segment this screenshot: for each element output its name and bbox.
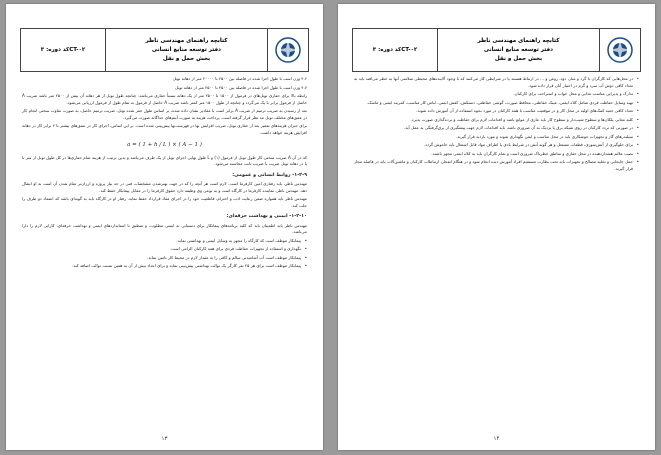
list-item: • پیمانکار موظف است برای هر ۲۵ نفر کارگر یک توالت بهداشتی پیش‌بینی نماید و برای اعداد بیش از آن به همین نسبت توالت اضافه کند. (22, 263, 307, 270)
course-code: کد دوره: ۳CT-۰۲ (21, 29, 106, 71)
page-right (338, 4, 655, 450)
list-item: • تعداد کافی جعبه کمک‌های اولیه در محل کار و در موقعیت مناسب با همه کارکنان در مورد نحوه استفاده از آن آموزش داده شوند. (354, 108, 639, 115)
list-item: • پیمانکار موظف است آب آشامیدنی سالم و کافی را به مقدار لازم در محیط کار تامین نماید. (22, 255, 307, 262)
list-item: • تهیه وسایل حفاظت فردی شامل کلاه ایمنی، عینک حفاظتی، محافظ صورت، گوشی حفاظتی، دستکش، کفش ایمنی، لباس کار مناسب، کمربند ایمنی و ماسک. (354, 100, 639, 107)
page-number: ۱۴ (493, 436, 500, 442)
page-left (6, 4, 323, 450)
header-titles (106, 37, 267, 64)
paragraph: که در آن A ضریب سختی کار طول تونل از فرمول (۱) و L طول نهایی اجزای تونل از یک طرف می‌باشد و بدین ترتیب از هزینه تمام حفاری‌ها در کل طول تونل از سر تا پا در دهانه تونل ضریب با ضریب ثابت محاسبه می‌شود. (22, 154, 307, 166)
header-title-line1: کتابچه راهنمای مهندسی ناظر (145, 37, 228, 44)
list-item: • سیلندرهای گاز و تجهیزات جوشکاری باید در محل مناسب و ایمن نگهداری شوند و مورد بازدید قرار گیرند. (354, 134, 639, 141)
paragraph: مهندس ناظر باید اطمینان یابد که کلیه برنامه‌های پیمانکار برای دستیابی به ایمنی مطلوب، و منطبق با استانداردهای ایمنی و بهداشت حرفه‌ای، کارایی لازم را دارا می‌باشد. (22, 222, 307, 234)
list-item: • تدارک و پذیرایی مناسب غذایی و محل خواب و استراحت برای کارکنان. (354, 91, 639, 98)
page-header (352, 28, 641, 72)
page-header (20, 28, 309, 72)
header-titles (438, 37, 599, 64)
page-number: ۱۳ (161, 436, 168, 442)
header-title-line3: بخش حمل و نقل (494, 55, 543, 62)
paragraph: برای جبران هزینه‌های تعمیر بعد از حفاری تونل، ضریب افزایش بها در فهرست‌بها پیش‌بینی شده است. بر این اساس، اجرای کار در عمق‌های بیشتر تا ۴ برابر کار در دهانه افزایش هزینه خواهد داشت. (22, 123, 308, 135)
section-title: ۱-۲-۱۰- ایمنی و بهداشت حرفه‌ای: (226, 214, 307, 219)
list-item: • نصب علائم هشداردهنده در محل حفاری و مناطق خطرناک ضروری است و تمام کارگران باید به کلاه ایمنی مجهز باشند. (354, 151, 639, 158)
list-item: • پیمانکار موظف است که کارگاه را مجهز به وسایل ایمنی و بهداشتی نماید. (22, 238, 307, 245)
page-content (354, 76, 639, 428)
list-item: • در محل‌هایی که کارگران با گرد و غبار، دود، روغن و ... در ارتباط هستند یا در شرایطی کار می‌کنند که با وجود آلاینده‌های محیطی سلامتی آنها به خطر می‌افتد باید به تعداد کافی دوش آب سرد و گرم در اختیار آنان قرار داده شود. (354, 76, 639, 89)
organization-logo-icon (267, 29, 308, 71)
formula: a = ( 1 + h / L ) × ( A − 1 ) (127, 142, 202, 148)
header-title-line3: بخش حمل و نقل (162, 55, 211, 62)
paragraph: ۴.۷ وزن است با طول اجزا شده در فاصله بین ۴۵۰۰ تا ۲۵۰۰ متر از دهانه تونل (175, 84, 307, 90)
organization-logo-icon (599, 29, 640, 71)
paragraph: ۴.۶ وزن است با طول اجزا شده در فاصله بین ۲۵۰۰ تا ۲۰۰۰۰ متر از دهانه تونل (172, 76, 307, 81)
list-item: • کلیه معابر، پلکان‌ها و سطوح شیب‌دار و سطوح کار باید عاری از موانع باشد و اقدامات لازم برای حفاظت و نرده‌گذاری صورت پذیرد. (354, 117, 639, 124)
paragraph: مهندس ناظر، باید رفتاری امین کارفرما است. لازم است هر آنچه را که در جهت بهترشدن مشخصات فنی در حد نیاز پروژه و ارزان‌تر تمام شدن آن است به او انتقال دهد. مهندس ناظر، نماینده کارفرما در کارگاه است و به نوعی وی وظیفه دارد حقوق کارفرما را در مقابل پیمانکار حفظ کند. (22, 181, 307, 193)
course-code: کد دوره: ۳CT-۰۲ (353, 29, 438, 71)
header-title-line2: دفتر توسعه منابع انسانی (151, 46, 222, 53)
header-title-line1: کتابچه راهنمای مهندسی ناظر (477, 37, 560, 44)
header-title-line2: دفتر توسعه منابع انسانی (483, 46, 554, 53)
page-content (22, 76, 307, 428)
paragraph: مهندس ناظر باید همواره ضمن رعایت ادب و احترام، قاطعیت خود را در اجرای مفاد قرارداد حفظ نماید. رفتار او در کارگاه باید به گونه‌ای باشد که اعتماد دو طرف را جلب کند. (22, 196, 307, 208)
paragraph: رابطه بالا برای حفاری تونل‌های در فرمول از ۱۵۰۰ تا ۲۵۰۰ متر از یک دهانه نسبتاً حفاری می‌باشد. چنانچه طول تونل از هر دهانه آن بیش از ۲۵۰۰ متر باشد ضریب A حاصل از فرمول برابر با یک می‌گردد و چنانچه از طول ۱۵۰۰ متر کمتر باشد ضریب A حاصل از فرمول به تمام طول از فرمول ارزیابی می‌شود. (22, 93, 307, 105)
list-item: • نگهداری و استفاده از تجهیزات حفاظت فردی برای همه کارکنان الزامی است. (22, 246, 307, 253)
section-title: ۱-۲-۹- روابط انسانی و عمومی: (232, 172, 307, 178)
list-item: • برای جلوگیری از آتش‌سوزی، قطعات مشتعل و هر گونه آتش در شرایط بادی یا اطراف مواد قابل اشتعال باید خاموش گردد. (354, 142, 639, 149)
list-item: • در صورتی که تردد کارکنان در روی شبکه برق یا نزدیک به آن ضروری باشد، باید اقدامات لازم جهت پیشگیری از برق‌گرفتگی به عمل آید. (354, 125, 639, 132)
paragraph: بعد از رسیدن به ضریب ترمیم از ضریب A برابر است با مقادیر نشان داده شده، بر اساس طول حفر شده تونل، ضریب ترمیم حاصل، به صورت تفاوت سختی انجام کار در عمق‌های مختلف تونل مد نظر قرار گرفته است. پرداخت هزینه به صورت آیتم‌های جداگانه صورت می‌گیرد. (22, 108, 307, 120)
list-item: • حمل جابجایی و تخلیه مصالح و تجهیزات باید تحت نظارت مستقیم افراد آموزش دیده انجام شود و در هنگام انفجار، ارتباطات کارکنان و ماشین‌آلات باید در فاصله مجاز قرار گیرند. (354, 159, 639, 172)
